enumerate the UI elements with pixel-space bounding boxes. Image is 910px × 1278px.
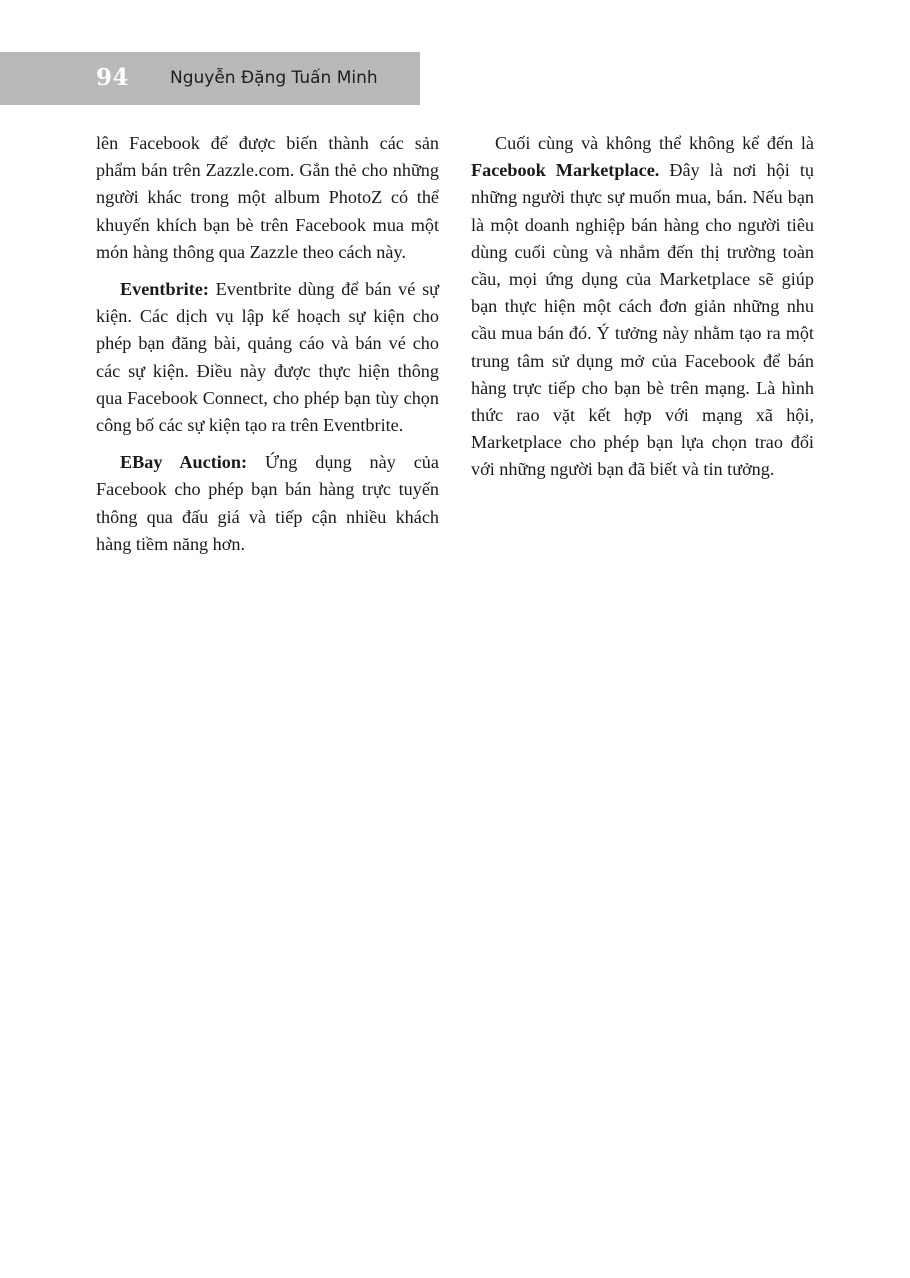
marketplace-lead: Cuối cùng và không thể không kể đến là bbox=[495, 133, 814, 153]
eventbrite-description: Eventbrite dùng để bán vé sự kiện. Các dịch vụ lập kế hoạch sự kiện cho phép bạn đăng bài, quảng cáo và bán vé cho các sự kiện. Điều này được thực hiện thông qua Facebook Connect, cho phép bạn tùy chọn công bố các sự kiện tạo ra trên Eventbrite. bbox=[96, 279, 439, 436]
term-eventbrite: Eventbrite: bbox=[120, 279, 209, 300]
term-facebook-marketplace: Facebook Marketplace. bbox=[471, 160, 660, 181]
marketplace-description: Đây là nơi hội tụ những người thực sự muốn mua, bán. Nếu bạn là một doanh nghiệp bán hàng cho người tiêu dùng cuối cùng và nhắm đến thị trường toàn cầu, mọi ứng dụng của Marketplace sẽ giúp bạn thực hiện một cách đơn giản những nhu cầu mua bán đó. Ý tưởng này nhằm tạo ra một trung tâm sử dụng mở của Facebook để bán hàng trực tiếp cho bạn bè trên mạng. Là hình thức rao vặt kết hợp với mạng xã hội, Marketplace cho phép bạn lựa chọn trao đổi với những người bạn đã biết và tin tưởng. bbox=[471, 160, 815, 480]
page-number: 94 bbox=[96, 64, 130, 91]
running-head-author: Nguyễn Đặng Tuấn Minh bbox=[170, 68, 378, 88]
right-column bbox=[471, 130, 814, 494]
left-column bbox=[96, 130, 439, 568]
paragraph-facebook-marketplace bbox=[471, 130, 814, 484]
paragraph-zazzle-continued: lên Facebook để được biến thành các sản phẩm bán trên Zazzle.com. Gắn thẻ cho những người khác trong một album PhotoZ có thể khuyến khích bạn bè trên Facebook mua một món hàng thông qua Zazzle theo cách này. bbox=[96, 133, 439, 262]
paragraph-eventbrite bbox=[96, 276, 439, 439]
term-ebay-auction: EBay Auction: bbox=[120, 452, 248, 473]
ebay-auction-description: Ứng dụng này của Facebook cho phép bạn bán hàng trực tuyến thông qua đấu giá và tiếp cận nhiều khách hàng tiềm năng hơn. bbox=[96, 452, 439, 554]
paragraph-ebay-auction bbox=[96, 449, 439, 558]
